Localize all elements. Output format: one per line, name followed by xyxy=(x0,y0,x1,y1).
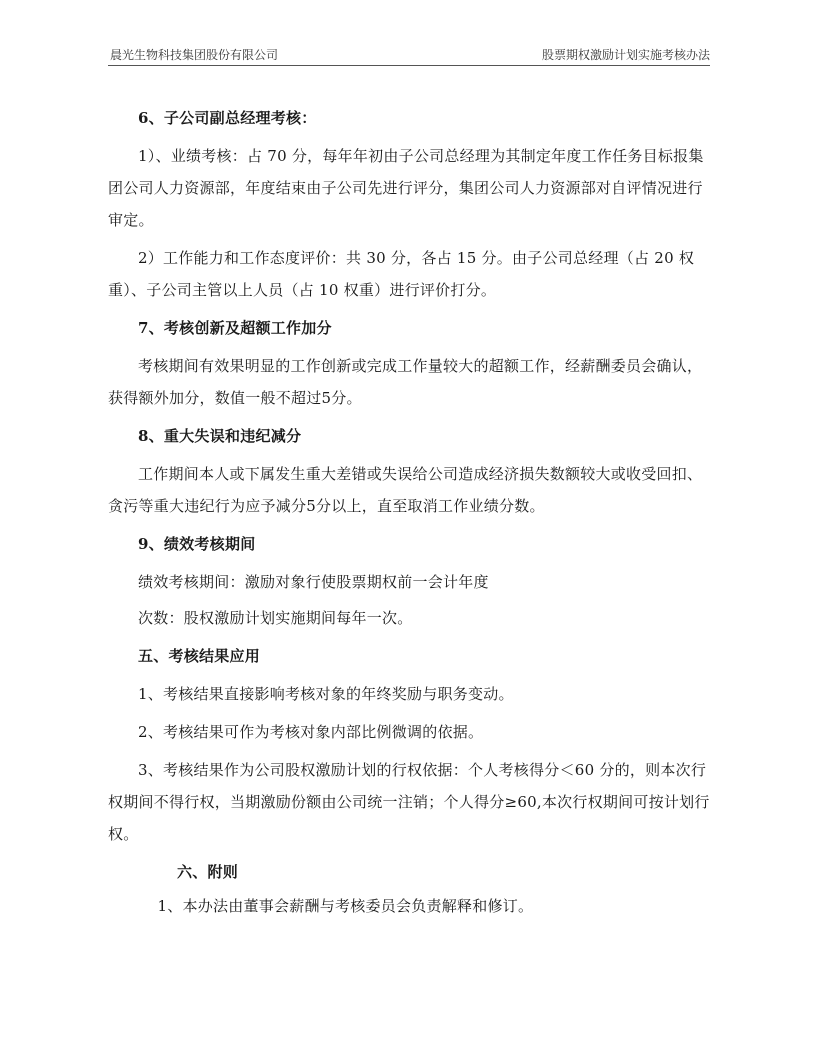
heading-major-errors-deduction: 8、重大失误和违纪减分 xyxy=(138,427,302,445)
heading-supplementary-provisions: 六、附则 xyxy=(177,863,239,881)
header-company-name: 晨光生物科技集团股份有限公司 xyxy=(110,48,279,62)
header-document-title: 股票期权激励计划实施考核办法 xyxy=(541,48,710,62)
paragraph-assessment-period: 绩效考核期间：激励对象行使股票期权前一会计年度 xyxy=(138,573,489,591)
heading-assessment-period: 9、绩效考核期间 xyxy=(138,535,256,553)
document-body xyxy=(108,102,716,928)
heading-innovation-bonus: 7、考核创新及超额工作加分 xyxy=(138,319,332,337)
paragraph-result-application-3: 3、考核结果作为公司股权激励计划的行权依据：个人考核得分＜60 分的，则本次行权期间不得行权，当期激励份额由公司统一注销；个人得分≥60,本次行权期间可按计划行权。 xyxy=(108,761,710,843)
heading-result-application: 五、考核结果应用 xyxy=(138,647,261,665)
paragraph-major-errors-deduction: 工作期间本人或下属发生重大差错或失误给公司造成经济损失数额较大或收受回扣、贪污等重大违纪行为应予减分5分以上，直至取消工作业绩分数。 xyxy=(108,465,703,515)
paragraph-result-application-2: 2、考核结果可作为考核对象内部比例微调的依据。 xyxy=(138,723,484,741)
paragraph-innovation-bonus: 考核期间有效果明显的工作创新或完成工作量较大的超额工作，经薪酬委员会确认，获得额外加分，数值一般不超过5分。 xyxy=(108,357,703,407)
paragraph-performance-assessment: 1）、业绩考核：占 70 分，每年年初由子公司总经理为其制定年度工作任务目标报集团公司人力资源部，年度结束由子公司先进行评分，集团公司人力资源部对自评情况进行审定。 xyxy=(108,147,704,229)
paragraph-assessment-frequency: 次数：股权激励计划实施期间每年一次。 xyxy=(138,609,413,627)
paragraph-ability-attitude-evaluation: 2）工作能力和工作态度评价：共 30 分，各占 15 分。由子公司总经理（占 20 权重）、子公司主管以上人员（占 10 权重）进行评价打分。 xyxy=(108,249,695,299)
paragraph-supplementary-provision-1: 1、本办法由董事会薪酬与考核委员会负责解释和修订。 xyxy=(157,897,534,915)
heading-subsidiary-deputy-gm-assessment: 6、子公司副总经理考核： xyxy=(138,109,317,127)
page-header xyxy=(108,48,710,66)
paragraph-result-application-1: 1、考核结果直接影响考核对象的年终奖励与职务变动。 xyxy=(138,685,514,703)
